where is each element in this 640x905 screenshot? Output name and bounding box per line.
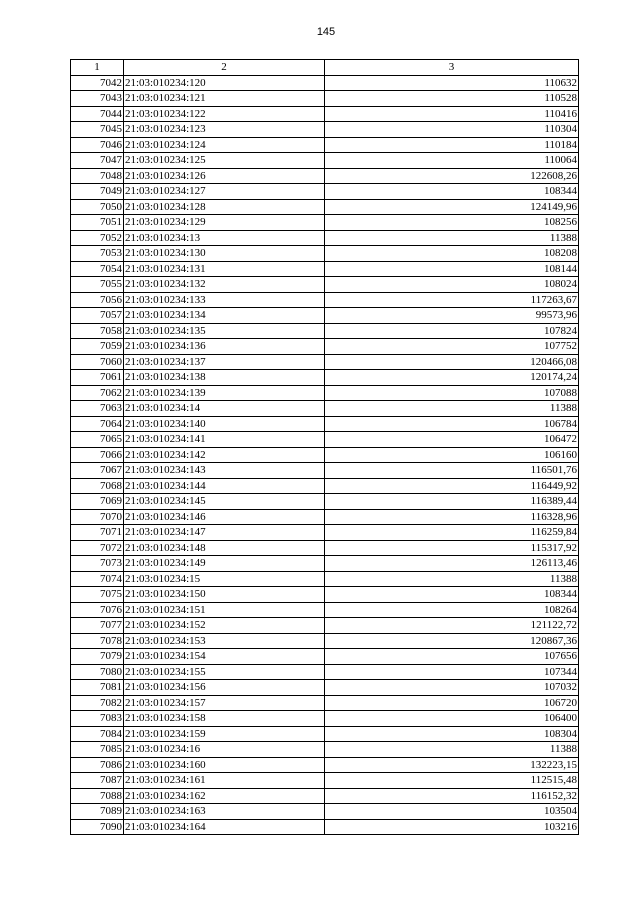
cadastral-number-cell: 21:03:010234:150 (124, 587, 325, 603)
table-row (71, 75, 579, 91)
row-number-cell: 7045 (71, 122, 124, 138)
row-number-cell: 7065 (71, 432, 124, 448)
table-row (71, 664, 579, 680)
table-row (71, 680, 579, 696)
value-cell: 110304 (325, 122, 579, 138)
row-number-cell: 7052 (71, 230, 124, 246)
column-header: 3 (325, 60, 579, 76)
cadastral-number-cell: 21:03:010234:158 (124, 711, 325, 727)
value-cell: 116389,44 (325, 494, 579, 510)
cadastral-number-cell: 21:03:010234:121 (124, 91, 325, 107)
cadastral-number-cell: 21:03:010234:137 (124, 354, 325, 370)
table-row (71, 773, 579, 789)
cadastral-number-cell: 21:03:010234:124 (124, 137, 325, 153)
table-row (71, 602, 579, 618)
cadastral-number-cell: 21:03:010234:136 (124, 339, 325, 355)
table-row (71, 509, 579, 525)
table-row (71, 137, 579, 153)
cadastral-number-cell: 21:03:010234:134 (124, 308, 325, 324)
table-row (71, 215, 579, 231)
row-number-cell: 7083 (71, 711, 124, 727)
row-number-cell: 7068 (71, 478, 124, 494)
table-row (71, 323, 579, 339)
column-header: 1 (71, 60, 124, 76)
value-cell: 108264 (325, 602, 579, 618)
table-row (71, 153, 579, 169)
cadastral-number-cell: 21:03:010234:140 (124, 416, 325, 432)
value-cell: 107752 (325, 339, 579, 355)
cadastral-number-cell: 21:03:010234:148 (124, 540, 325, 556)
table-row (71, 695, 579, 711)
row-number-cell: 7078 (71, 633, 124, 649)
row-number-cell: 7061 (71, 370, 124, 386)
cadastral-number-cell: 21:03:010234:125 (124, 153, 325, 169)
table-row (71, 246, 579, 262)
value-cell: 107344 (325, 664, 579, 680)
row-number-cell: 7071 (71, 525, 124, 541)
table-row (71, 354, 579, 370)
row-number-cell: 7084 (71, 726, 124, 742)
value-cell: 106160 (325, 447, 579, 463)
cadastral-number-cell: 21:03:010234:153 (124, 633, 325, 649)
cadastral-number-cell: 21:03:010234:149 (124, 556, 325, 572)
value-cell: 115317,92 (325, 540, 579, 556)
row-number-cell: 7090 (71, 819, 124, 835)
value-cell: 103216 (325, 819, 579, 835)
cadastral-number-cell: 21:03:010234:135 (124, 323, 325, 339)
value-cell: 108304 (325, 726, 579, 742)
table-row (71, 91, 579, 107)
table-body (71, 75, 579, 835)
value-cell: 107824 (325, 323, 579, 339)
value-cell: 11388 (325, 230, 579, 246)
value-cell: 106400 (325, 711, 579, 727)
row-number-cell: 7049 (71, 184, 124, 200)
cadastral-number-cell: 21:03:010234:164 (124, 819, 325, 835)
row-number-cell: 7077 (71, 618, 124, 634)
value-cell: 110632 (325, 75, 579, 91)
cadastral-number-cell: 21:03:010234:142 (124, 447, 325, 463)
cadastral-number-cell: 21:03:010234:14 (124, 401, 325, 417)
row-number-cell: 7042 (71, 75, 124, 91)
row-number-cell: 7047 (71, 153, 124, 169)
cadastral-number-cell: 21:03:010234:143 (124, 463, 325, 479)
value-cell: 107656 (325, 649, 579, 665)
table-row (71, 416, 579, 432)
value-cell: 11388 (325, 401, 579, 417)
table-row (71, 571, 579, 587)
table-header-row (71, 60, 579, 76)
table-row (71, 230, 579, 246)
row-number-cell: 7057 (71, 308, 124, 324)
row-number-cell: 7073 (71, 556, 124, 572)
table-row (71, 385, 579, 401)
table-row (71, 106, 579, 122)
row-number-cell: 7062 (71, 385, 124, 401)
row-number-cell: 7070 (71, 509, 124, 525)
row-number-cell: 7048 (71, 168, 124, 184)
cadastral-number-cell: 21:03:010234:13 (124, 230, 325, 246)
cadastral-number-cell: 21:03:010234:128 (124, 199, 325, 215)
table-row (71, 339, 579, 355)
table-row (71, 618, 579, 634)
row-number-cell: 7080 (71, 664, 124, 680)
table-row (71, 757, 579, 773)
column-header: 2 (124, 60, 325, 76)
value-cell: 106720 (325, 695, 579, 711)
value-cell: 108208 (325, 246, 579, 262)
row-number-cell: 7069 (71, 494, 124, 510)
cadastral-number-cell: 21:03:010234:120 (124, 75, 325, 91)
table-row (71, 168, 579, 184)
value-cell: 116152,32 (325, 788, 579, 804)
row-number-cell: 7066 (71, 447, 124, 463)
value-cell: 108344 (325, 587, 579, 603)
table-row (71, 122, 579, 138)
row-number-cell: 7085 (71, 742, 124, 758)
cadastral-number-cell: 21:03:010234:123 (124, 122, 325, 138)
value-cell: 110064 (325, 153, 579, 169)
table-row (71, 556, 579, 572)
table-row (71, 525, 579, 541)
table-row (71, 478, 579, 494)
table-row (71, 463, 579, 479)
value-cell: 110528 (325, 91, 579, 107)
cadastral-number-cell: 21:03:010234:147 (124, 525, 325, 541)
table-row (71, 633, 579, 649)
value-cell: 108024 (325, 277, 579, 293)
table-row (71, 540, 579, 556)
value-cell: 11388 (325, 742, 579, 758)
row-number-cell: 7058 (71, 323, 124, 339)
cadastral-number-cell: 21:03:010234:131 (124, 261, 325, 277)
table-row (71, 199, 579, 215)
row-number-cell: 7074 (71, 571, 124, 587)
cadastral-number-cell: 21:03:010234:152 (124, 618, 325, 634)
cadastral-number-cell: 21:03:010234:156 (124, 680, 325, 696)
row-number-cell: 7076 (71, 602, 124, 618)
row-number-cell: 7055 (71, 277, 124, 293)
row-number-cell: 7059 (71, 339, 124, 355)
value-cell: 122608,26 (325, 168, 579, 184)
row-number-cell: 7046 (71, 137, 124, 153)
value-cell: 124149,96 (325, 199, 579, 215)
cadastral-number-cell: 21:03:010234:130 (124, 246, 325, 262)
row-number-cell: 7053 (71, 246, 124, 262)
value-cell: 117263,67 (325, 292, 579, 308)
cadastral-number-cell: 21:03:010234:127 (124, 184, 325, 200)
table-row (71, 649, 579, 665)
cadastral-number-cell: 21:03:010234:126 (124, 168, 325, 184)
cadastral-number-cell: 21:03:010234:138 (124, 370, 325, 386)
table-row (71, 261, 579, 277)
cadastral-number-cell: 21:03:010234:15 (124, 571, 325, 587)
row-number-cell: 7072 (71, 540, 124, 556)
table-row (71, 308, 579, 324)
value-cell: 126113,46 (325, 556, 579, 572)
cadastral-number-cell: 21:03:010234:144 (124, 478, 325, 494)
table-row (71, 587, 579, 603)
value-cell: 108144 (325, 261, 579, 277)
table-row (71, 370, 579, 386)
row-number-cell: 7075 (71, 587, 124, 603)
cadastral-number-cell: 21:03:010234:139 (124, 385, 325, 401)
table-row (71, 819, 579, 835)
value-cell: 108256 (325, 215, 579, 231)
table-row (71, 184, 579, 200)
value-cell: 121122,72 (325, 618, 579, 634)
value-cell: 11388 (325, 571, 579, 587)
cadastral-number-cell: 21:03:010234:163 (124, 804, 325, 820)
row-number-cell: 7082 (71, 695, 124, 711)
value-cell: 116501,76 (325, 463, 579, 479)
row-number-cell: 7067 (71, 463, 124, 479)
table-row (71, 726, 579, 742)
row-number-cell: 7063 (71, 401, 124, 417)
table-row (71, 447, 579, 463)
row-number-cell: 7088 (71, 788, 124, 804)
row-number-cell: 7087 (71, 773, 124, 789)
cadastral-number-cell: 21:03:010234:129 (124, 215, 325, 231)
row-number-cell: 7044 (71, 106, 124, 122)
table-row (71, 804, 579, 820)
value-cell: 120867,36 (325, 633, 579, 649)
row-number-cell: 7079 (71, 649, 124, 665)
row-number-cell: 7064 (71, 416, 124, 432)
value-cell: 107088 (325, 385, 579, 401)
value-cell: 132223,15 (325, 757, 579, 773)
cadastral-number-cell: 21:03:010234:162 (124, 788, 325, 804)
row-number-cell: 7060 (71, 354, 124, 370)
cadastral-number-cell: 21:03:010234:133 (124, 292, 325, 308)
cadastral-number-cell: 21:03:010234:16 (124, 742, 325, 758)
value-cell: 106784 (325, 416, 579, 432)
value-cell: 112515,48 (325, 773, 579, 789)
value-cell: 116328,96 (325, 509, 579, 525)
row-number-cell: 7086 (71, 757, 124, 773)
table-row (71, 401, 579, 417)
table-row (71, 432, 579, 448)
value-cell: 116449,92 (325, 478, 579, 494)
row-number-cell: 7054 (71, 261, 124, 277)
cadastral-number-cell: 21:03:010234:122 (124, 106, 325, 122)
table-row (71, 742, 579, 758)
data-table (70, 59, 579, 835)
row-number-cell: 7089 (71, 804, 124, 820)
row-number-cell: 7050 (71, 199, 124, 215)
cadastral-number-cell: 21:03:010234:141 (124, 432, 325, 448)
table-row (71, 277, 579, 293)
cadastral-number-cell: 21:03:010234:157 (124, 695, 325, 711)
cadastral-number-cell: 21:03:010234:145 (124, 494, 325, 510)
table-row (71, 292, 579, 308)
value-cell: 116259,84 (325, 525, 579, 541)
cadastral-number-cell: 21:03:010234:159 (124, 726, 325, 742)
cadastral-number-cell: 21:03:010234:132 (124, 277, 325, 293)
value-cell: 120466,08 (325, 354, 579, 370)
cadastral-number-cell: 21:03:010234:161 (124, 773, 325, 789)
table-row (71, 494, 579, 510)
cadastral-number-cell: 21:03:010234:160 (124, 757, 325, 773)
value-cell: 110416 (325, 106, 579, 122)
value-cell: 99573,96 (325, 308, 579, 324)
table-row (71, 788, 579, 804)
cadastral-number-cell: 21:03:010234:146 (124, 509, 325, 525)
row-number-cell: 7051 (71, 215, 124, 231)
row-number-cell: 7081 (71, 680, 124, 696)
value-cell: 108344 (325, 184, 579, 200)
cadastral-number-cell: 21:03:010234:151 (124, 602, 325, 618)
value-cell: 106472 (325, 432, 579, 448)
row-number-cell: 7056 (71, 292, 124, 308)
row-number-cell: 7043 (71, 91, 124, 107)
value-cell: 110184 (325, 137, 579, 153)
value-cell: 120174,24 (325, 370, 579, 386)
page-number: 145 (316, 26, 336, 38)
cadastral-number-cell: 21:03:010234:155 (124, 664, 325, 680)
value-cell: 103504 (325, 804, 579, 820)
value-cell: 107032 (325, 680, 579, 696)
table-row (71, 711, 579, 727)
cadastral-number-cell: 21:03:010234:154 (124, 649, 325, 665)
